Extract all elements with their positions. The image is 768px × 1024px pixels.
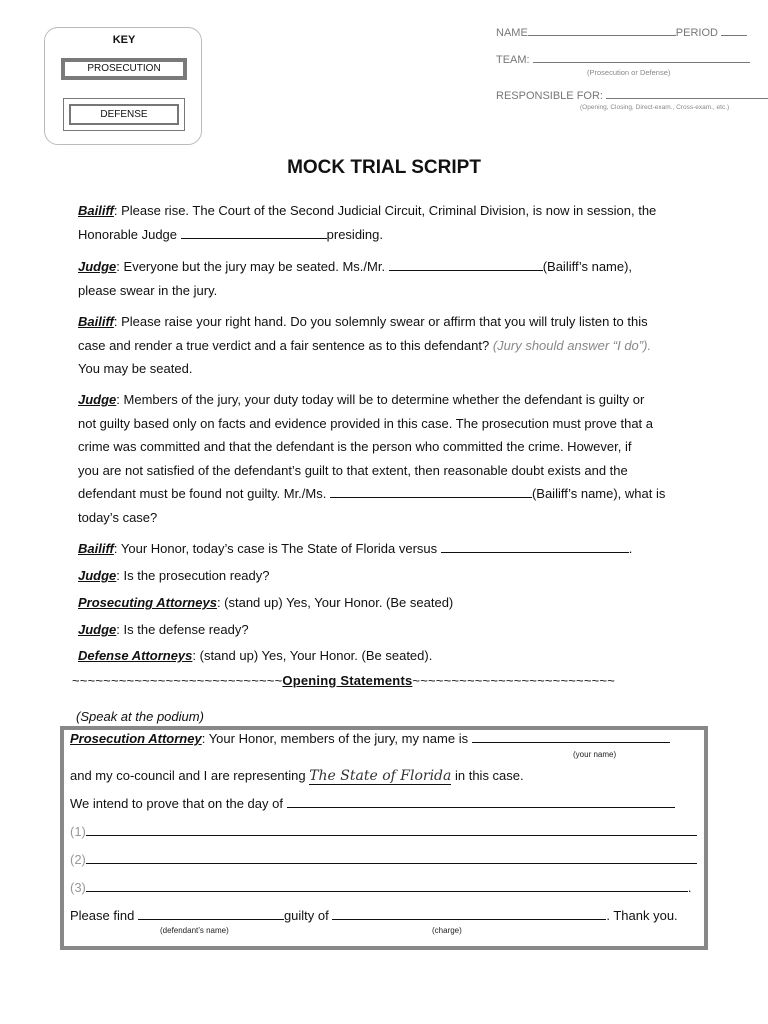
script-judge-3 bbox=[78, 564, 698, 588]
script-text: presiding. bbox=[326, 226, 384, 242]
speaker-label: Judge bbox=[78, 259, 117, 274]
speaker-label: Judge bbox=[78, 568, 117, 583]
responsible-hint: (Opening, Closing, Direct-exam., Cross-exam., etc.) bbox=[580, 104, 730, 111]
day-blank[interactable] bbox=[287, 806, 675, 808]
key-title: KEY bbox=[112, 34, 136, 46]
your-name-hint: (your name) bbox=[573, 750, 617, 759]
podium-note: (Speak at the podium) bbox=[76, 709, 204, 724]
speaker-label: Bailiff bbox=[78, 203, 114, 218]
script-judge-4 bbox=[78, 618, 698, 642]
script-text: (Bailiff’s name), bbox=[542, 259, 633, 274]
responsible-label: RESPONSIBLE FOR: bbox=[496, 90, 603, 102]
script-text: : (stand up) Yes, Your Honor. (Be seated) bbox=[216, 595, 454, 610]
script-judge-1 bbox=[78, 255, 698, 302]
judge-name-blank[interactable] bbox=[181, 237, 327, 239]
charge-blank[interactable] bbox=[332, 918, 606, 920]
team-row bbox=[496, 54, 750, 66]
script-text: : Please raise your right hand. Do you solemnly swear or affirm that you will truly listen to this bbox=[113, 314, 648, 329]
point-3-row bbox=[70, 880, 692, 895]
script-text: defendant must be found not guilty. Mr./Ms. bbox=[78, 486, 330, 501]
point-1-blank[interactable] bbox=[86, 834, 697, 836]
script-text: Please find bbox=[70, 908, 138, 923]
speaker-label: Judge bbox=[78, 622, 117, 637]
team-hint: (Prosecution or Defense) bbox=[587, 68, 671, 77]
script-text: today’s case? bbox=[78, 509, 158, 525]
period-field[interactable] bbox=[721, 35, 747, 36]
script-text: crime was committed and that the defendant is the person who committed the crime. However, if bbox=[78, 439, 632, 454]
speaker-label: Judge bbox=[78, 392, 117, 407]
script-text: you are not satisfied of the defendant’s guilt to that extent, then reasonable doubt exists and the bbox=[78, 462, 628, 478]
defendant-blank[interactable] bbox=[441, 551, 629, 553]
point-number: (2) bbox=[70, 852, 86, 867]
script-text: : Your Honor, today’s case is The State of Florida versus bbox=[113, 541, 441, 556]
script-text: and my co-council and I are representing bbox=[70, 768, 310, 783]
team-label: TEAM: bbox=[496, 54, 530, 66]
script-text: case and render a true verdict and a fair sentence as to this defendant? bbox=[78, 337, 493, 353]
opening-line-2 bbox=[70, 768, 524, 784]
responsible-field[interactable] bbox=[606, 98, 768, 99]
speaker-label: Prosecution Attorney bbox=[70, 731, 202, 746]
opening-line-3 bbox=[70, 796, 675, 811]
script-prosecuting-attorneys bbox=[78, 591, 698, 615]
script-text: : Is the prosecution ready? bbox=[116, 568, 270, 583]
point-2-row bbox=[70, 852, 697, 867]
point-number: (3) bbox=[70, 880, 86, 895]
script-text: : Members of the jury, your duty today will be to determine whether the defendant is guilty or bbox=[116, 392, 645, 407]
tilde-rule-right: ~~~~~~~~~~~~~~~~~~~~~~~~~~ bbox=[412, 673, 615, 688]
defendant-name-hint: (defendant’s name) bbox=[160, 926, 229, 935]
handwritten-state: The State of Florida bbox=[309, 768, 452, 784]
key-defense: DEFENSE bbox=[69, 104, 179, 125]
charge-hint: (charge) bbox=[432, 926, 462, 935]
speaker-label: Bailiff bbox=[78, 314, 114, 329]
your-name-blank[interactable] bbox=[472, 741, 670, 743]
point-2-blank[interactable] bbox=[86, 862, 697, 864]
jury-note: (Jury should answer “I do”). bbox=[492, 337, 652, 353]
name-label: NAME bbox=[496, 27, 528, 39]
script-judge-2 bbox=[78, 388, 698, 529]
name-field[interactable] bbox=[528, 35, 676, 36]
tilde-rule-left: ~~~~~~~~~~~~~~~~~~~~~~~~~~~ bbox=[72, 673, 283, 688]
period-label: PERIOD bbox=[675, 27, 718, 39]
script-bailiff-1 bbox=[78, 199, 698, 246]
bailiff-name-blank-2[interactable] bbox=[330, 496, 532, 498]
verdict-line bbox=[70, 908, 678, 923]
opening-line-1 bbox=[70, 731, 670, 746]
page-title: MOCK TRIAL SCRIPT bbox=[287, 157, 481, 178]
script-text: : Please rise. The Court of the Second Judicial Circuit, Criminal Division, is now in session, the bbox=[113, 203, 657, 218]
defendant-name-blank[interactable] bbox=[138, 918, 284, 920]
script-text: We intend to prove that on the day of bbox=[70, 796, 287, 811]
script-text: not guilty based only on facts and evidence provided in this case. The prosecution must prove that a bbox=[78, 415, 653, 431]
script-bailiff-2 bbox=[78, 310, 698, 381]
script-text: Honorable Judge bbox=[78, 226, 181, 242]
script-text: : Everyone but the jury may be seated. Ms./Mr. bbox=[116, 259, 389, 274]
script-text: . bbox=[687, 880, 692, 895]
speaker-label: Bailiff bbox=[78, 541, 114, 556]
key-defense-frame bbox=[63, 98, 185, 131]
speaker-label: Defense Attorneys bbox=[78, 648, 193, 663]
script-text: : Is the defense ready? bbox=[116, 622, 249, 637]
point-1-row bbox=[70, 824, 697, 839]
name-period-row bbox=[496, 27, 747, 39]
point-number: (1) bbox=[70, 824, 86, 839]
speaker-label: Prosecuting Attorneys bbox=[78, 595, 217, 610]
script-text: in this case. bbox=[451, 768, 524, 783]
key-prosecution: PROSECUTION bbox=[61, 58, 187, 80]
script-text: : Your Honor, members of the jury, my name is bbox=[201, 731, 472, 746]
point-3-blank[interactable] bbox=[86, 890, 688, 892]
script-text: please swear in the jury. bbox=[78, 282, 218, 298]
script-text: . bbox=[628, 541, 633, 556]
section-divider bbox=[72, 673, 615, 688]
script-text: . Thank you. bbox=[606, 908, 678, 923]
script-defense-attorneys bbox=[78, 644, 698, 668]
script-text: (Bailiff’s name), what is bbox=[531, 486, 666, 501]
script-text: guilty of bbox=[283, 908, 333, 923]
bailiff-name-blank[interactable] bbox=[389, 269, 543, 271]
key-legend bbox=[44, 27, 202, 145]
responsible-row bbox=[496, 90, 768, 102]
script-text: : (stand up) Yes, Your Honor. (Be seated). bbox=[192, 648, 433, 663]
section-heading: Opening Statements bbox=[282, 673, 413, 688]
team-field[interactable] bbox=[533, 62, 750, 63]
script-bailiff-3 bbox=[78, 537, 698, 561]
prosecution-opening-box bbox=[60, 726, 708, 950]
script-text: You may be seated. bbox=[78, 361, 193, 376]
